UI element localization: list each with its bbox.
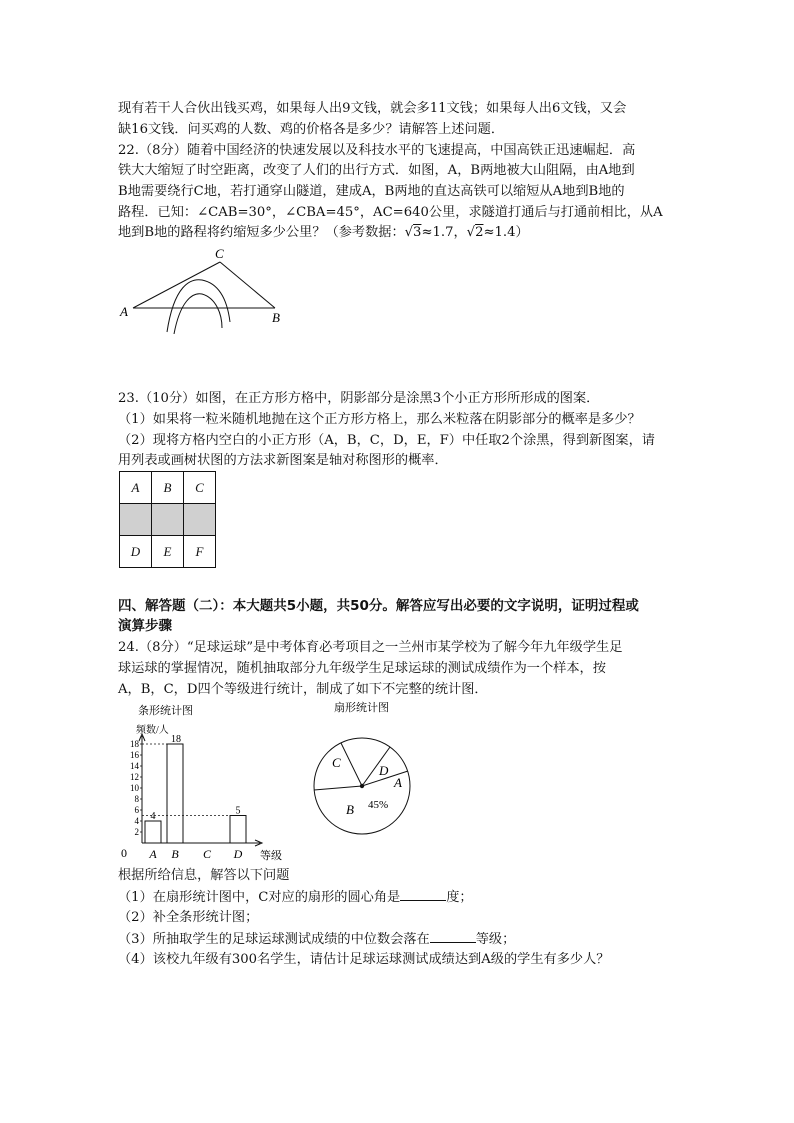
y-tick-label: 16 xyxy=(130,750,139,760)
q21-line-2: 缺16文钱．问买鸡的人数、鸡的价格各是多少？请解答上述问题． xyxy=(118,122,505,137)
answer-blank[interactable] xyxy=(400,888,446,901)
q24-sub-3 xyxy=(118,930,515,949)
q24-after-line: 根据所给信息，解答以下问题 xyxy=(118,868,290,883)
q23-line-2: （1）如果将一粒米随机地抛在这个正方形方格上，那么米粒落在阴影部分的概率是多少？ xyxy=(118,412,641,427)
bar-chart-xlabel: 等级 xyxy=(260,850,282,862)
y-tick-label: 4 xyxy=(134,816,139,826)
mountain-inner xyxy=(174,294,222,334)
q21-line-1: 现有若干人合伙出钱买鸡，如果每人出9文钱，就会多11文钱；如果每人出6文钱，又会 xyxy=(118,101,627,116)
q22-line-3: B地需要绕行C地，若打通穿山隧道，建成A，B两地的直达高铁可以缩短从A地到B地的 xyxy=(118,184,625,199)
grid-cell-c: C xyxy=(184,472,216,504)
sqrt2-sign: √ xyxy=(466,225,476,240)
q22-line-5 xyxy=(118,224,529,242)
pie-label-c: C xyxy=(332,755,341,770)
pie-label-b: B xyxy=(346,802,354,817)
q22-line-4: 路程．已知：∠CAB=30°，∠CBA=45°，AC=640公里，求隧道打通后与打通前相比，从A xyxy=(118,205,663,220)
label-c: C xyxy=(215,246,224,261)
q23-line-3: （2）现将方格内空白的小正方形（A，B，C，D，E，F）中任取2个涂黑，得到新图案，请 xyxy=(118,433,655,448)
q22-line-2: 铁大大缩短了时空距离，改变了人们的出行方式．如图，A，B两地被大山阻隔，由A地到 xyxy=(118,163,635,178)
sqrt3-value: 3 xyxy=(413,225,422,240)
grid-cell-shaded xyxy=(120,504,152,536)
pie-chart xyxy=(306,698,436,838)
section-4-heading-1: 四、解答题（二）：本大题共5小题，共50分。解答应写出必要的文字说明，证明过程或 xyxy=(118,598,639,614)
sqrt2-value: 2 xyxy=(475,225,484,240)
approx-2: ≈1.4） xyxy=(483,225,529,240)
y-tick-label: 8 xyxy=(134,794,139,804)
bar-value-label: 18 xyxy=(171,734,181,745)
x-category-label: A xyxy=(149,847,157,861)
q24-sub-4: （4）该校九年级有300名学生，请估计足球运球测试成绩达到A级的学生有多少人？ xyxy=(118,952,610,967)
y-tick-label: 14 xyxy=(130,761,139,771)
grid-cell-d: D xyxy=(120,536,152,568)
y-tick-label: 18 xyxy=(130,739,139,749)
q24-line-2: 球运球的掌握情况，随机抽取部分九年级学生足球运球的测试成绩作为一个样本，按 xyxy=(118,661,606,676)
grid-cell-a: A xyxy=(120,472,152,504)
bar-chart-ylabel: 频数/人 xyxy=(136,725,169,736)
x-category-label: D xyxy=(233,847,243,861)
approx-1: ≈1.7， xyxy=(421,225,467,240)
bar-value-label: 5 xyxy=(235,805,241,817)
square-grid xyxy=(119,471,216,568)
section-4-heading-2: 演算步骤 xyxy=(118,618,172,634)
x-category-label: C xyxy=(202,847,212,861)
pie-annotation-b: 45% xyxy=(368,799,389,811)
q24-sub-3-post: 等级； xyxy=(475,932,516,947)
bar-value-label: 4 xyxy=(150,811,156,822)
grid-cell-shaded xyxy=(152,504,184,536)
grid-cell-shaded xyxy=(184,504,216,536)
bar-chart-title: 条形统计图 xyxy=(138,705,193,717)
grid-cell-f: F xyxy=(184,536,216,568)
q22-line-5-text: 地到B地的路程将约缩短多少公里？（参考数据： xyxy=(118,225,405,240)
y-tick-label: 2 xyxy=(134,827,139,837)
sqrt3-sign: √ xyxy=(404,225,414,240)
segment-cb xyxy=(220,262,275,308)
bar-d xyxy=(230,816,246,844)
label-a: A xyxy=(120,304,128,319)
bar-chart xyxy=(112,700,302,865)
answer-blank[interactable] xyxy=(430,930,476,943)
q24-sub-2: （2）补全条形统计图； xyxy=(118,910,259,925)
q24-line-3: A，B，C，D四个等级进行统计，制成了如下不完整的统计图． xyxy=(118,682,488,697)
bar-a xyxy=(145,821,161,843)
q24-sub-1-post: 度； xyxy=(446,890,473,905)
pie-chart-title: 扇形统计图 xyxy=(334,702,389,714)
y-tick-label: 12 xyxy=(130,772,139,782)
bar-b xyxy=(167,744,183,843)
q24-sub-1-pre: （1）在扇形统计图中，C对应的扇形的圆心角是 xyxy=(118,890,401,905)
grid-cell-e: E xyxy=(152,536,184,568)
pie-label-d: D xyxy=(379,763,389,778)
q24-line-1: 24.（8分）“足球运球”是中考体育必考项目之一兰州市某学校为了解今年九年级学生足 xyxy=(118,640,623,655)
q23-line-1: 23.（10分）如图，在正方形方格中，阴影部分是涂黑3个小正方形所形成的图案． xyxy=(118,391,600,406)
q22-line-1: 22.（8分）随着中国经济的快速发展以及科技水平的飞速提高，中国高铁正迅速崛起．高 xyxy=(118,143,636,158)
x-category-label: B xyxy=(171,847,179,861)
q23-line-4: 用列表或画树状图的方法求新图案是轴对称图形的概率． xyxy=(118,453,448,468)
segment-ac xyxy=(133,262,220,308)
pie-label-a: A xyxy=(394,775,402,790)
q24-sub-3-pre: （3）所抽取学生的足球运球测试成绩的中位数会落在 xyxy=(118,932,430,947)
y-tick-label: 10 xyxy=(130,783,139,793)
grid-cell-b: B xyxy=(152,472,184,504)
bar-chart-origin: 0 xyxy=(121,846,127,860)
pie-center-dot xyxy=(360,784,364,788)
q24-sub-1 xyxy=(118,888,473,907)
label-b: B xyxy=(272,310,280,325)
tunnel-figure xyxy=(112,244,302,334)
y-tick-label: 6 xyxy=(134,805,139,815)
